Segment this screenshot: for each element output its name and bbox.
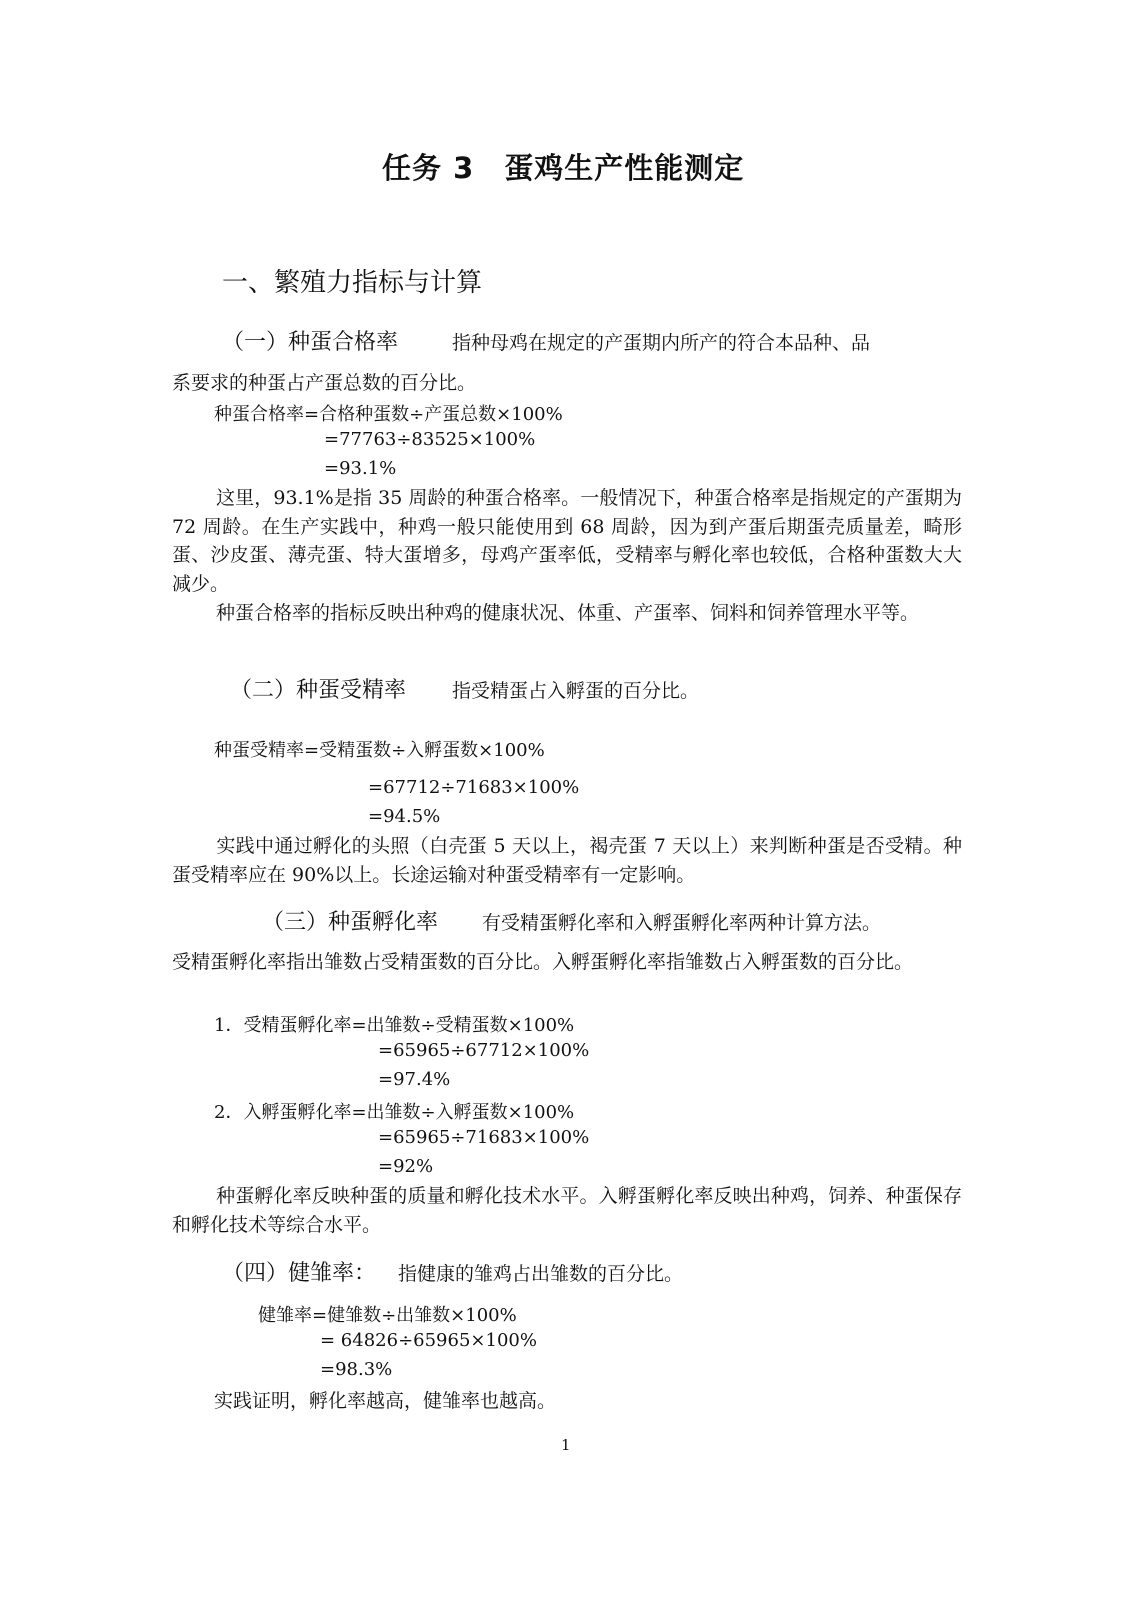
section-heading: 一、繁殖力指标与计算: [222, 268, 483, 298]
paragraph: 实践证明，孵化率越高，健雏率也越高。: [214, 1390, 557, 1412]
subsection-4-desc: 指健康的雏鸡占出雏数的百分比。: [398, 1263, 684, 1285]
formula-fertile-hatch-result: =97.4%: [378, 1069, 451, 1090]
paragraph: 实践中通过孵化的头照（白壳蛋 5 天以上，褐壳蛋 7 天以上）来判断种蛋是否受精。种蛋受精率应在 90%以上。长途运输对种蛋受精率有一定影响。: [172, 835, 962, 886]
subsection-1-desc: 指种母鸡在规定的产蛋期内所产的符合本品种、品: [452, 332, 871, 354]
subsection-2-desc: 指受精蛋占入孵蛋的百分比。: [452, 680, 700, 702]
subsection-heading-1: （一）种蛋合格率: [222, 330, 399, 355]
page-title: 任务 3 蛋鸡生产性能测定: [382, 151, 745, 185]
paragraph: 种蛋孵化率反映种蛋的质量和孵化技术水平。入孵蛋孵化率反映出种鸡，饲养、种蛋保存和孵化技术等综合水平。: [172, 1185, 962, 1236]
subsection-heading-2: （二）种蛋受精率: [230, 678, 407, 703]
subsection-3-desc: 有受精蛋孵化率和入孵蛋孵化率两种计算方法。: [482, 912, 882, 934]
paragraph: 受精蛋孵化率指出雏数占受精蛋数的百分比。入孵蛋孵化率指雏数占入孵蛋数的百分比。: [172, 951, 914, 973]
formula-set-hatch-calc: =65965÷71683×100%: [378, 1127, 590, 1148]
subsection-heading-4: （四）健雏率：: [222, 1261, 377, 1286]
formula-set-hatch-result: =92%: [378, 1156, 434, 1177]
formula-fertility-calc: =67712÷71683×100%: [368, 777, 580, 798]
subsection-1-desc-cont: 系要求的种蛋占产蛋总数的百分比。: [172, 372, 477, 394]
paragraph: 种蛋合格率的指标反映出种鸡的健康状况、体重、产蛋率、饲料和饲养管理水平等。: [216, 602, 920, 624]
formula-fertility-rate: 种蛋受精率=受精蛋数÷入孵蛋数×100%: [214, 740, 545, 761]
formula-qualified-rate: 种蛋合格率=合格种蛋数÷产蛋总数×100%: [214, 404, 563, 425]
formula-fertility-result: =94.5%: [368, 806, 441, 827]
formula-qualified-calc: =77763÷83525×100%: [324, 429, 536, 450]
formula-healthy-chick-calc: = 64826÷65965×100%: [320, 1330, 537, 1351]
page-number: 1: [561, 1436, 571, 1454]
formula-healthy-chick-rate: 健雏率=健雏数÷出雏数×100%: [258, 1305, 517, 1326]
formula-qualified-result: =93.1%: [324, 458, 397, 479]
paragraph: 这里，93.1%是指 35 周龄的种蛋合格率。一般情况下，种蛋合格率是指规定的产蛋期为 72 周龄。在生产实践中，种鸡一般只能使用到 68 周龄，因为到产蛋后期蛋壳质量差，畸形蛋、沙皮蛋、薄壳蛋、特大蛋增多，母鸡产蛋率低，受精率与孵化率也较低，合格种蛋数大大减少。: [172, 487, 962, 595]
formula-fertile-hatch-rate: 1．受精蛋孵化率=出雏数÷受精蛋数×100%: [214, 1015, 575, 1036]
subsection-heading-3: （三）种蛋孵化率: [262, 910, 439, 935]
formula-healthy-chick-result: =98.3%: [320, 1359, 393, 1380]
formula-set-hatch-rate: 2．入孵蛋孵化率=出雏数÷入孵蛋数×100%: [214, 1102, 575, 1123]
formula-fertile-hatch-calc: =65965÷67712×100%: [378, 1040, 590, 1061]
